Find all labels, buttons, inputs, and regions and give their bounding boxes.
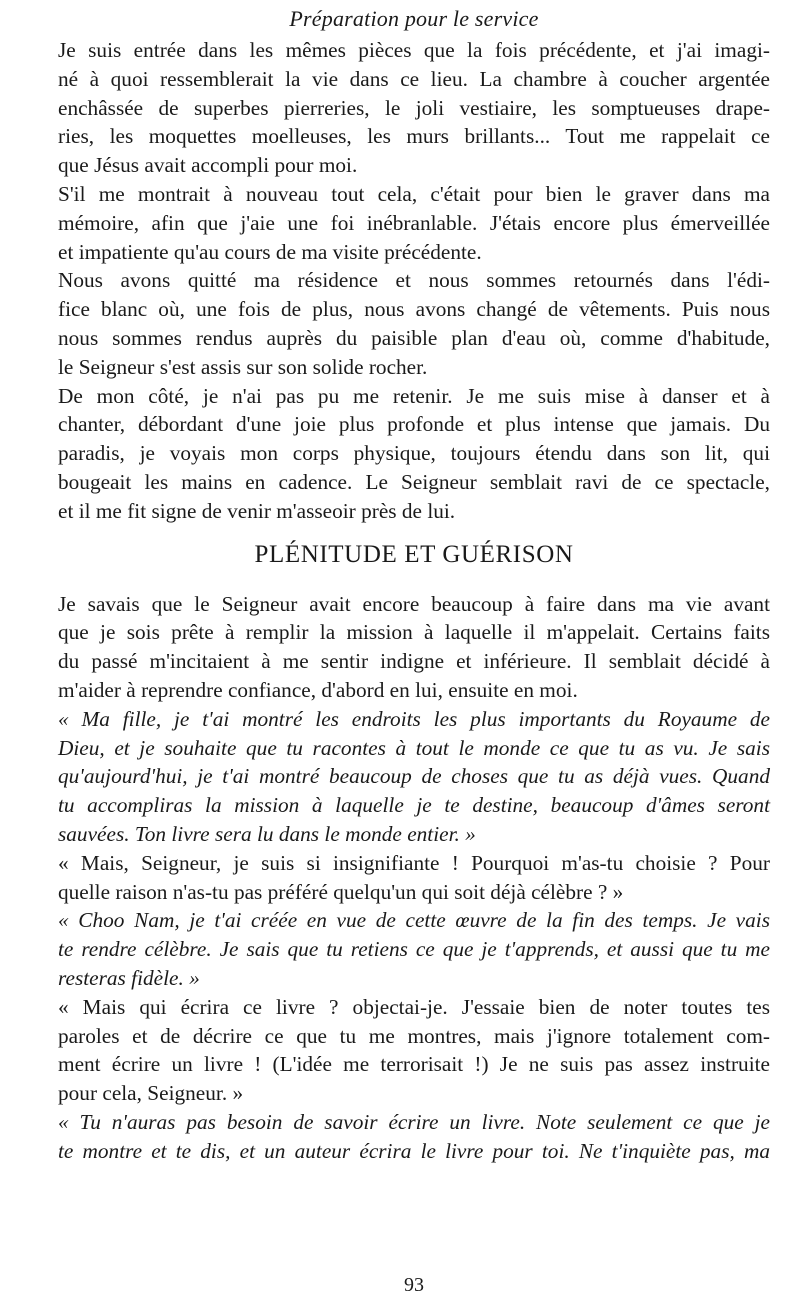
text-line: paradis, je voyais mon corps physique, toujours étendu dans son lit, qui xyxy=(58,441,770,466)
text-line: qu'aujourd'hui, je t'ai montré beaucoup de choses que tu as déjà vues. Quand xyxy=(58,764,770,789)
text-line: resteras fidèle. » xyxy=(58,965,200,990)
text-line: le Seigneur s'est assis sur son solide rocher. xyxy=(58,354,428,379)
book-page xyxy=(58,0,770,1307)
paragraph xyxy=(58,590,770,705)
page-number: 93 xyxy=(404,1274,424,1296)
text-line: tu accompliras la mission à laquelle je te destine, beaucoup d'âmes seront xyxy=(58,793,770,818)
section-heading: PLÉNITUDE ET GUÉRISON xyxy=(254,540,574,568)
paragraph xyxy=(58,36,770,180)
paragraph xyxy=(58,382,770,526)
running-head: Préparation pour le service xyxy=(289,6,539,31)
text-line: « Ma fille, je t'ai montré les endroits les plus importants du Royaume de xyxy=(58,706,770,731)
text-line: fice blanc où, une fois de plus, nous avons changé de vêtements. Puis nous xyxy=(58,297,770,322)
text-line: que Jésus avait accompli pour moi. xyxy=(58,153,358,178)
text-line: bougeait les mains en cadence. Le Seigneur semblait ravi de ce spectacle, xyxy=(58,469,770,494)
text-line: paroles et de décrire ce que tu me montres, mais j'ignore totalement com- xyxy=(58,1023,770,1048)
text-line: m'aider à reprendre confiance, d'abord en lui, ensuite en moi. xyxy=(58,677,578,702)
text-line: que je sois prête à remplir la mission à laquelle il m'appelait. Certains faits xyxy=(58,620,770,645)
text-line: né à quoi ressemblerait la vie dans ce lieu. La chambre à coucher argentée xyxy=(58,66,770,91)
text-line: « Mais, Seigneur, je suis si insignifiante ! Pourquoi m'as-tu choisie ? Pour xyxy=(58,850,770,875)
paragraph xyxy=(58,1108,770,1166)
text-line: Je savais que le Seigneur avait encore beaucoup à faire dans ma vie avant xyxy=(58,591,770,616)
text-block-after-heading xyxy=(58,590,770,1166)
text-line: De mon côté, je n'ai pas pu me retenir. Je me suis mise à danser et à xyxy=(58,383,770,408)
text-line: ment écrire un livre ! (L'idée me terrorisait !) Je ne suis pas assez instruite xyxy=(58,1052,770,1077)
text-line: et il me fit signe de venir m'asseoir près de lui. xyxy=(58,498,456,523)
paragraph xyxy=(58,180,770,266)
text-line: Dieu, et je souhaite que tu racontes à tout le monde ce que tu as vu. Je sais xyxy=(58,735,770,760)
text-line: pour cela, Seigneur. » xyxy=(58,1081,244,1106)
text-line: « Tu n'auras pas besoin de savoir écrire un livre. Note seulement ce que je xyxy=(58,1109,770,1134)
text-line: te rendre célèbre. Je sais que tu retiens ce que je t'apprends, et aussi que tu me xyxy=(58,937,770,962)
text-line: mémoire, afin que j'aie une foi inébranlable. J'étais encore plus émerveillée xyxy=(58,210,770,235)
text-line: sauvées. Ton livre sera lu dans le monde entier. » xyxy=(58,821,476,846)
text-line: Je suis entrée dans les mêmes pièces que la fois précédente, et j'ai imagi- xyxy=(58,38,770,62)
text-line: ries, les moquettes moelleuses, les murs brillants... Tout me rappelait ce xyxy=(58,124,770,149)
text-block-before-heading xyxy=(58,36,770,526)
text-line: S'il me montrait à nouveau tout cela, c'était pour bien le graver dans ma xyxy=(58,181,770,206)
text-line: et impatiente qu'au cours de ma visite précédente. xyxy=(58,239,482,264)
text-line: enchâssée de superbes pierreries, le joli vestiaire, les somptueuses drape- xyxy=(58,95,770,120)
text-line: du passé m'incitaient à me sentir indigne et inférieure. Il semblait décidé à xyxy=(58,649,770,674)
paragraph xyxy=(58,906,770,992)
text-line: nous sommes rendus auprès du paisible plan d'eau où, comme d'habitude, xyxy=(58,325,770,350)
text-line: « Mais qui écrira ce livre ? objectai-je. J'essaie bien de noter toutes tes xyxy=(58,994,770,1019)
text-line: te montre et te dis, et un auteur écrira le livre pour toi. Ne t'inquiète pas, ma xyxy=(58,1138,770,1163)
paragraph xyxy=(58,993,770,1108)
paragraph xyxy=(58,849,770,907)
text-line: Nous avons quitté ma résidence et nous sommes retournés dans l'édi- xyxy=(58,268,770,293)
text-line: « Choo Nam, je t'ai créée en vue de cette œuvre de la fin des temps. Je vais xyxy=(58,908,770,933)
paragraph xyxy=(58,266,770,381)
paragraph xyxy=(58,705,770,849)
text-line: quelle raison n'as-tu pas préféré quelqu'un qui soit déjà célèbre ? » xyxy=(58,879,624,904)
text-line: chanter, débordant d'une joie plus profonde et plus intense que jamais. Du xyxy=(58,412,770,437)
